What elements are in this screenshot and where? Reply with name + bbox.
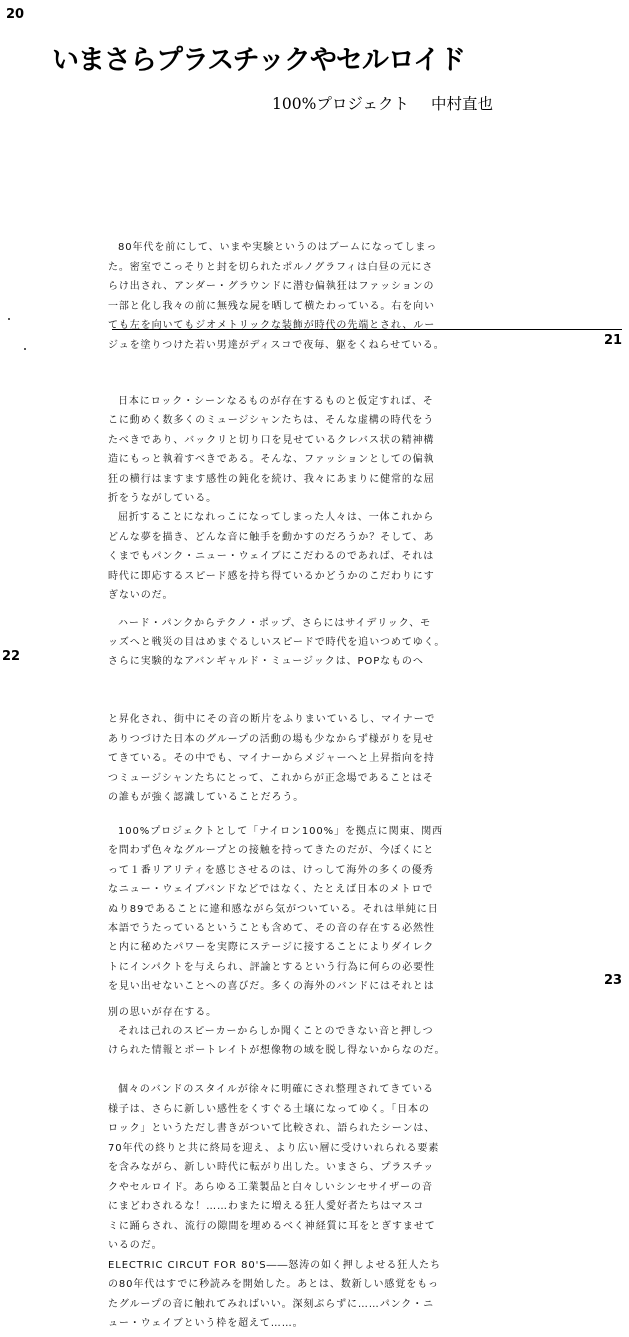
- page-number-21: 21: [604, 333, 623, 348]
- text-line: ュー・ウェイブという枠を超えて……。: [108, 1318, 304, 1329]
- text-line: 狂の横行はますます感性の鈍化を続け、我々にあまりに健常的な屈: [108, 473, 435, 485]
- text-line: 個々のバンドのスタイルが徐々に明確にされ整理されてきている: [118, 1084, 434, 1095]
- text-line: 一部と化し我々の前に無残な屍を晒して横たわっている。右を向い: [108, 300, 435, 312]
- text-line: と内に秘めたパワーを実際にステージに接することによりダイレク: [108, 942, 435, 954]
- text-line: クやセルロイド。あらゆる工業製品と白々しいシンセサイザーの音: [108, 1181, 433, 1193]
- text-line: どんな夢を描き、どんな音に触手を動かすのだろうか？そして、あ: [108, 531, 435, 543]
- text-line: てきている。その中でも、マイナーからメジャーへと上昇指向を持: [108, 753, 435, 764]
- text-line: の80年代はすでに秒読みを開始した。あとは、数新しい感覚をもっ: [108, 1279, 439, 1290]
- text-line: ても左を向いてもジオメトリックな装飾が時代の先端とされ、ルー: [108, 320, 436, 332]
- byline: [272, 92, 493, 114]
- text-line: ジュを塗りつけた若い男達がディスコで夜毎、躯をくねらせている。: [108, 340, 445, 351]
- text-line: こに動めく数多くのミュージシャンたちは、そんな虚構の時代をう: [108, 415, 435, 427]
- text-line: くまでもパンク・ニュー・ウェイブにこだわるのであれば、それは: [108, 551, 435, 563]
- text-line: ぬり89であることに違和感ながら気がついている。それは単純に日: [108, 903, 439, 915]
- page-number-20: 20: [6, 7, 25, 22]
- project-name: 100%プロジェクト: [272, 95, 410, 113]
- text-line: トにインパクトを与えられ、評論とするという行為に何らの必要性: [108, 961, 435, 973]
- text-line: ありつづけた日本のグループの活動の場も少なからず様がりを見せ: [108, 733, 435, 745]
- text-line: 80年代を前にして、いまや実験というのはブームになってしまっ: [118, 242, 438, 253]
- article-title: いまさらプラスチックやセルロイド: [52, 45, 466, 76]
- text-line: つミュージシャンたちにとって、これからが正念場であることはそ: [108, 772, 434, 784]
- text-line: 時代に即応するスピード感を持ち得ているかどうかのこだわりにす: [108, 570, 435, 582]
- text-line: いるのだ。: [108, 1240, 163, 1251]
- text-line: 屈折することになれっこになってしまった人々は、一体これから: [118, 512, 435, 524]
- scan-speck: [24, 348, 26, 350]
- text-line: 様子は、さらに新しい感性をくすぐる土壌になってゆく。「日本の: [108, 1103, 430, 1115]
- text-line: 100%プロジェクトとして「ナイロン100%」を拠点に関東、関西: [118, 826, 444, 837]
- text-line: 折をうながしている。: [108, 493, 217, 504]
- author-name: 中村直也: [431, 95, 494, 113]
- text-line: 造にもっと執着すべきである。そんな、ファッションとしての偏執: [108, 454, 435, 466]
- text-line: さらに実験的なアバンギャルド・ミュージックは、POPなものへ: [108, 656, 424, 667]
- text-line: 別の思いが存在する。: [108, 1007, 217, 1018]
- text-line: にまどわされるな！……わまたに増える狂人愛好者たちはマスコ: [108, 1201, 425, 1212]
- scan-speck: [8, 318, 10, 320]
- text-line: それは己れのスピーカーからしか聞くことのできない音と押しつ: [118, 1026, 434, 1037]
- text-line: と昇化され、街中にその音の断片をふりまいているし、マイナーで: [108, 714, 436, 725]
- page-number-23: 23: [604, 973, 623, 988]
- text-line: たべきであり、バックリと切り口を見せているクレバス状の精神構: [108, 434, 435, 446]
- text-line: の誰もが強く認識していることだろう。: [108, 792, 305, 803]
- text-line: ハード・パンクからテクノ・ポップ、さらにはサイデリック、モ: [118, 618, 431, 629]
- text-line: ッズへと戦災の目はめまぐるしいスピードで時代を追いつめてゆく。: [108, 637, 446, 648]
- text-line: 日本にロック・シーンなるものが存在するものと仮定すれば、そ: [118, 396, 434, 407]
- text-line: ロック」というただし書きがついて比較され、語られたシーンは、: [108, 1123, 436, 1134]
- text-line: ミに踊らされ、流行の隙間を埋めるべく神経質に耳をとぎすませて: [108, 1220, 436, 1232]
- text-line: を問わず色々なグループとの接触を持ってきたのだが、今ぼくにと: [108, 845, 435, 857]
- page-number-22: 22: [2, 649, 21, 664]
- text-line: を含みながら、新しい時代に転がり出した。いまさら、プラスチッ: [108, 1162, 435, 1173]
- text-line: なニュー・ウェイブバンドなどではなく、たとえば日本のメトロで: [108, 884, 434, 896]
- text-line: って１番リアリティを感じさせるのは、けっして海外の多くの優秀: [108, 864, 434, 876]
- text-line: らけ出され、アンダー・グラウンドに潜む偏執狂はファッションの: [108, 281, 435, 293]
- text-line: けられた情報とポートレイトが想像物の域を脱し得ないからなのだ。: [108, 1045, 446, 1056]
- text-line: 70年代の終りと共に終局を迎え、より広い層に受けいれられる要素: [108, 1142, 440, 1154]
- text-line: ELECTRIC CIRCUT FOR 80'S――怒涛の如く押しよせる狂人たち: [108, 1259, 441, 1271]
- text-line: た。密室でこっそりと封を切られたポルノグラフィは白昼の元にさ: [108, 261, 434, 273]
- text-line: ぎないのだ。: [108, 590, 174, 601]
- text-line: たグループの音に触れてみればいい。深刻ぶらずに……パンク・ニ: [108, 1298, 434, 1310]
- text-line: 本語でうたっているということも含めて、その音の存在する必然性: [108, 923, 435, 934]
- text-line: を見い出せないことへの喜びだ。多くの海外のバンドにはそれとは: [108, 981, 435, 993]
